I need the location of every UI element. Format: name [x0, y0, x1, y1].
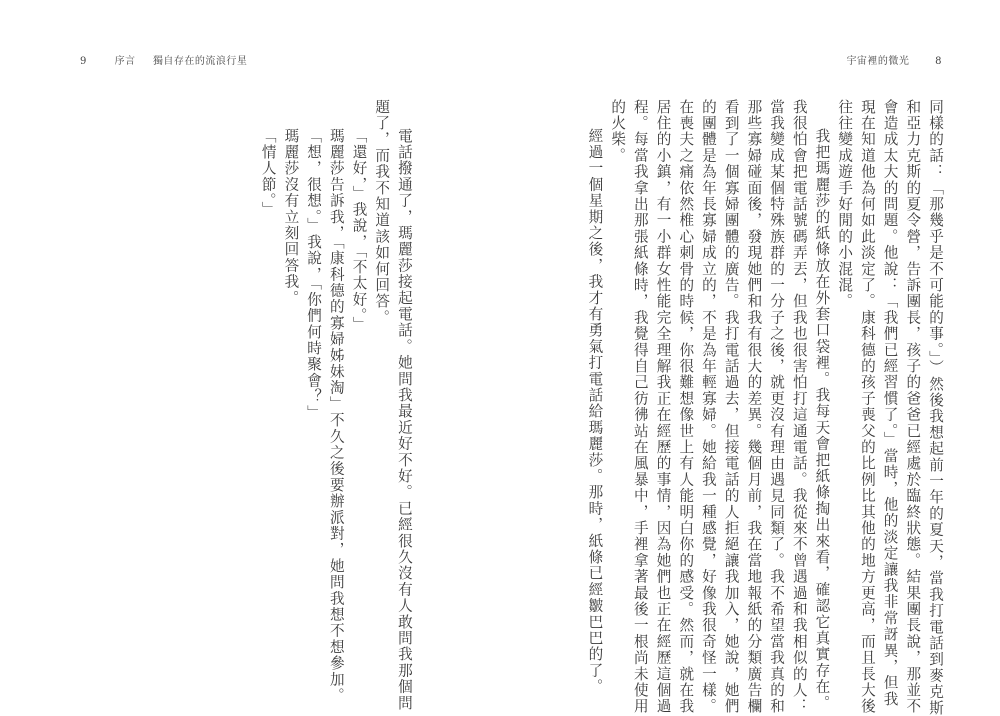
left-page-body [256, 99, 415, 712]
text-line: 題了，而我不知道該如何回答。 [373, 99, 391, 326]
text-line: 「想，很想。」我說，「你們何時聚會？」 [305, 128, 323, 422]
text-line: 居住的小鎮，有一小群女性能完全理解我正在經歷的事情，因為她們也正在經歷這個過 [654, 99, 672, 715]
text-line: 瑪麗莎沒有立刻回答我。 [282, 128, 300, 307]
left-header-chapter: 序言 [114, 56, 136, 67]
right-header-title: 宇宙裡的微光 [846, 56, 910, 67]
text-line: 現在知道他為何如此淡定了。康科德的孩子喪父的比例比其他的地方更高，而且長大後 [858, 99, 876, 715]
text-line: 當我變成某個特殊族群的一分子之後，就更沒有理由遇見同類了。我不希望當我真的和 [768, 99, 786, 715]
text-line: 「還好，」我說，「不太好。」 [350, 128, 368, 334]
text-line: 會造成太大的問題。他說：「我們已經習慣了。」當時，他的淡定讓我非常訝異，但我 [881, 99, 899, 708]
right-running-header [846, 52, 942, 67]
left-page-number: 9 [80, 56, 87, 67]
text-line: 瑪麗莎告訴我，「康科德的寡婦姊妹淘」不久之後要辦派對，她問我想不想參加。 [327, 128, 345, 705]
text-line: 程。每當我拿出那張紙條時，我覺得自己彷彿站在風暴中，手裡拿著最後一根尚未使用 [631, 99, 649, 715]
text-line: 「情人節。」 [259, 128, 277, 219]
right-page-body [583, 99, 946, 716]
right-page-number: 8 [935, 56, 942, 67]
text-line: 我把瑪麗莎的紙條放在外套口袋裡。我每天會把紙條掏出來看，確認它真實存在。 [813, 128, 831, 712]
text-line: 的火柴。 [609, 99, 627, 164]
text-line: 往往變成遊手好閒的小混混。 [836, 99, 854, 310]
text-line: 同樣的話：「那幾乎是不可能的事。」）然後我想起前一年的夏天，當我打電話到麥克斯 [927, 99, 944, 716]
text-line: 看到了一個寡婦團體的廣告。我打電話過去，但接電話的人拒絕讓我加入，她說，她們 [722, 99, 740, 715]
text-line: 那些寡婦碰面後，發現她們和我有很大的差異。幾個月前，我在當地報紙的分類廣告欄 [745, 99, 763, 715]
left-running-header [80, 52, 247, 67]
text-line: 和亞力克斯的夏令營，告訴團長，孩子的爸爸已經處於臨終狀態。結果團長說，那並不 [904, 99, 922, 715]
text-line: 電話撥通了，瑪麗莎接起電話。她問我最近好不好。已經很久沒有人敢問我那個問 [395, 128, 413, 712]
text-line: 的團體是為年長寡婦成立的，不是為年輕寡婦。她給我一種感覺，好像我很奇怪一樣。 [699, 99, 717, 715]
left-header-title: 獨自存在的流浪行星 [152, 56, 248, 67]
text-line: 在喪夫之痛依然椎心刺骨的時候，你很難想像世上有人能明白你的感受。然而，就在我 [677, 99, 695, 715]
text-line: 我很怕會把電話號碼弄丟，但我也很害怕打這通電話。我從來不曾遇過和我相似的人： [790, 99, 808, 715]
text-line: 經過一個星期之後，我才有勇氣打電話給瑪麗莎。那時，紙條已經皺巴巴的了。 [586, 128, 604, 696]
